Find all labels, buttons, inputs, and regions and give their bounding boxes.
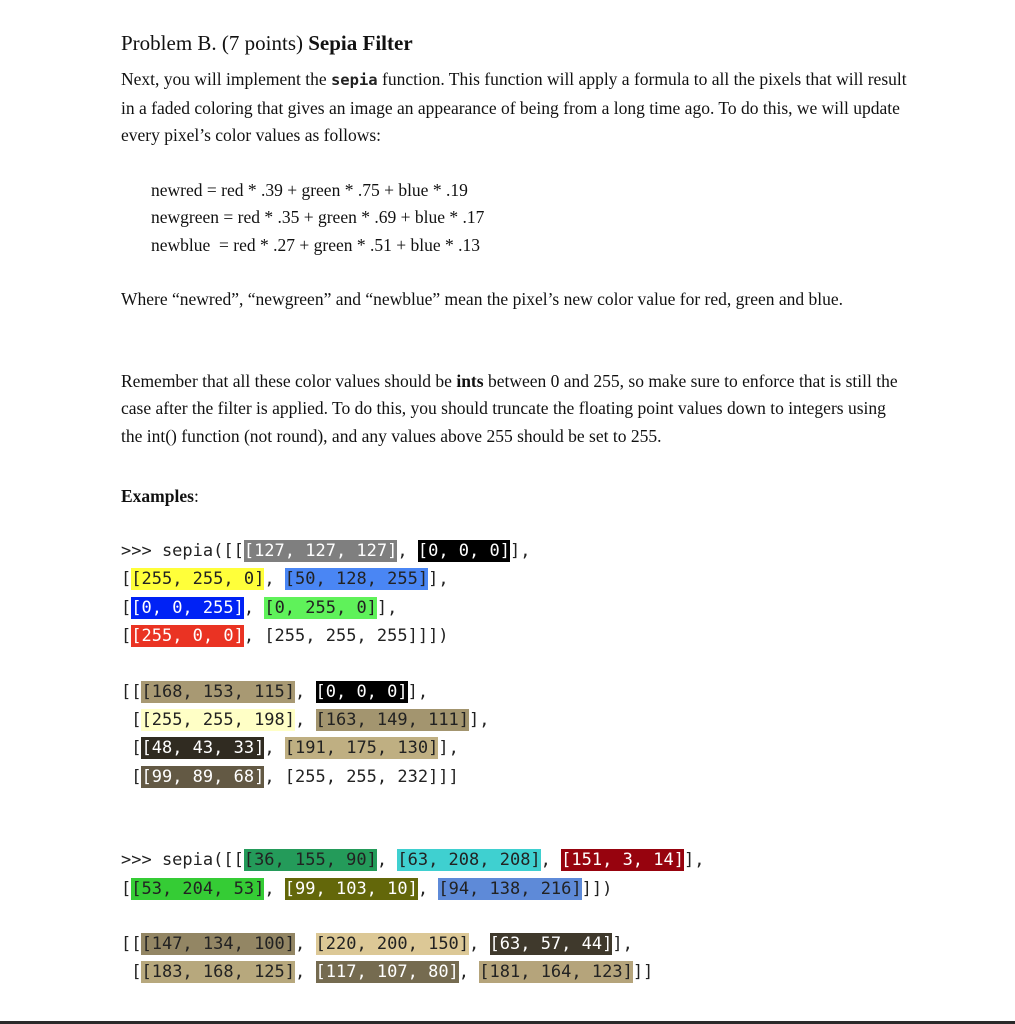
- pixel-highlight: [63, 208, 208]: [397, 850, 541, 871]
- pixel-highlight: [63, 57, 44]: [489, 933, 613, 954]
- pixel-highlight: [181, 164, 123]: [479, 962, 633, 983]
- code-text: ],: [376, 597, 398, 618]
- intro-text-2: function. This function will apply a formula to all the pixels that will result in a faded coloring that gives an image an appearance of being from a long time ago. To do this, we will update every pixel’s color values as follows:: [121, 69, 907, 145]
- remember-paragraph: [121, 368, 911, 451]
- code-text: >>> sepia([[: [121, 541, 244, 561]
- sepia-function-name: sepia: [330, 71, 378, 89]
- pixel-highlight: [94, 138, 216]: [438, 878, 582, 899]
- pixel-highlight: [117, 107, 80]: [315, 962, 459, 983]
- remember-text-2: between 0 and 255, so make sure to enforce that is still the case after the filter is applied. To do this, you should truncate the floating point values down to integers using the int() function (not round), and any values above 255 should be set to 255.: [121, 370, 898, 446]
- pixel-highlight: [0, 255, 0]: [264, 597, 377, 618]
- code-text: ,: [295, 962, 316, 983]
- pixel-highlight: [255, 255, 0]: [131, 569, 265, 590]
- problem-label: Problem B. (7 points): [121, 31, 303, 55]
- code-text: [: [121, 709, 142, 730]
- intro-paragraph: [121, 66, 911, 150]
- code-text: [: [121, 738, 142, 759]
- code-text: ],: [509, 541, 531, 561]
- code-line: [121, 678, 911, 706]
- pixel-highlight: [151, 3, 14]: [561, 850, 684, 871]
- code-text: ,: [264, 738, 285, 759]
- code-line: [121, 875, 911, 903]
- code-text: [: [121, 597, 132, 618]
- pixel-highlight: [99, 89, 68]: [141, 766, 265, 787]
- pixel-highlight: [147, 134, 100]: [141, 933, 296, 954]
- where-paragraph: Where “newred”, “newgreen” and “newblue” mean the pixel’s new color value for red, green and blue.: [121, 289, 844, 309]
- code-text: ,: [295, 681, 316, 702]
- examples-colon: :: [193, 486, 199, 506]
- code-line: [121, 930, 911, 958]
- code-text: ,: [264, 569, 285, 590]
- pixel-highlight: [0, 0, 255]: [131, 597, 244, 618]
- code-text: ],: [407, 681, 429, 702]
- problem-heading: [121, 28, 911, 58]
- code-text: [[: [121, 933, 142, 954]
- code-text: ,: [417, 878, 439, 899]
- examples-label: Examples: [121, 486, 194, 506]
- code-text: [: [121, 626, 132, 647]
- code-text: ],: [428, 569, 449, 590]
- pixel-highlight: [127, 127, 127]: [243, 541, 398, 561]
- pixel-highlight: [48, 43, 33]: [141, 738, 265, 759]
- code-text: [: [121, 569, 132, 590]
- code-text: >>> sepia([[: [121, 850, 244, 871]
- code-text: ]]): [581, 878, 613, 899]
- pixel-highlight: [0, 0, 0]: [417, 541, 510, 561]
- code-line: [121, 846, 911, 874]
- pixel-highlight: [36, 155, 90]: [243, 850, 377, 871]
- pixel-highlight: [50, 128, 255]: [284, 569, 429, 590]
- example-2-output: [121, 930, 911, 987]
- code-text: , [255, 255, 255]]]): [243, 626, 449, 647]
- code-text: ,: [295, 933, 316, 954]
- formula-newblue: newblue = red * .27 + green * .51 + blue * .13: [151, 234, 480, 255]
- code-text: ],: [612, 933, 633, 954]
- pixel-highlight: [255, 0, 0]: [131, 626, 244, 647]
- example-1-input: [121, 537, 911, 651]
- code-text: [: [121, 962, 142, 983]
- code-text: ,: [295, 709, 316, 730]
- code-line: [121, 537, 911, 565]
- code-text: ]]: [632, 962, 654, 983]
- code-text: ,: [397, 541, 418, 561]
- ints-emphasis: ints: [456, 370, 484, 391]
- code-line: [121, 706, 911, 734]
- code-text: , [255, 255, 232]]]: [264, 766, 459, 787]
- code-text: [: [121, 878, 132, 899]
- code-text: ,: [376, 850, 398, 871]
- code-line: [121, 622, 911, 650]
- code-line: [121, 958, 911, 986]
- code-text: ,: [458, 962, 480, 983]
- pixel-highlight: [99, 103, 10]: [284, 878, 418, 899]
- formula-newgreen: newgreen = red * .35 + green * .69 + blue * .17: [151, 207, 485, 227]
- code-text: [[: [121, 681, 142, 702]
- code-line: [121, 594, 911, 622]
- example-1-output: [121, 678, 911, 792]
- pixel-highlight: [220, 200, 150]: [315, 933, 470, 954]
- code-line: [121, 763, 911, 791]
- code-line: [121, 565, 911, 593]
- problem-title: Sepia Filter: [308, 31, 413, 55]
- formula-newred: newred = red * .39 + green * .75 + blue * .19: [151, 179, 468, 200]
- code-text: [: [121, 766, 142, 787]
- pixel-highlight: [53, 204, 53]: [131, 878, 265, 899]
- remember-text-1: Remember that all these color values should be: [121, 370, 457, 391]
- code-text: ],: [438, 738, 459, 759]
- pixel-highlight: [0, 0, 0]: [315, 681, 408, 702]
- examples-heading: [121, 486, 911, 507]
- pixel-highlight: [168, 153, 115]: [141, 681, 296, 702]
- code-text: ,: [264, 878, 285, 899]
- code-text: ,: [469, 933, 490, 954]
- formula-block: [151, 177, 911, 260]
- pixel-highlight: [255, 255, 198]: [141, 709, 296, 730]
- pixel-highlight: [163, 149, 111]: [315, 709, 470, 730]
- example-2-input: [121, 846, 911, 903]
- pixel-highlight: [191, 175, 130]: [284, 738, 439, 759]
- code-text: ,: [243, 597, 265, 618]
- code-text: ],: [469, 709, 490, 730]
- intro-text-1: Next, you will implement the: [121, 69, 331, 89]
- code-text: ,: [540, 850, 562, 871]
- problem-document: [121, 28, 911, 987]
- pixel-highlight: [183, 168, 125]: [141, 962, 296, 983]
- code-line: [121, 734, 911, 762]
- code-text: ],: [683, 850, 705, 871]
